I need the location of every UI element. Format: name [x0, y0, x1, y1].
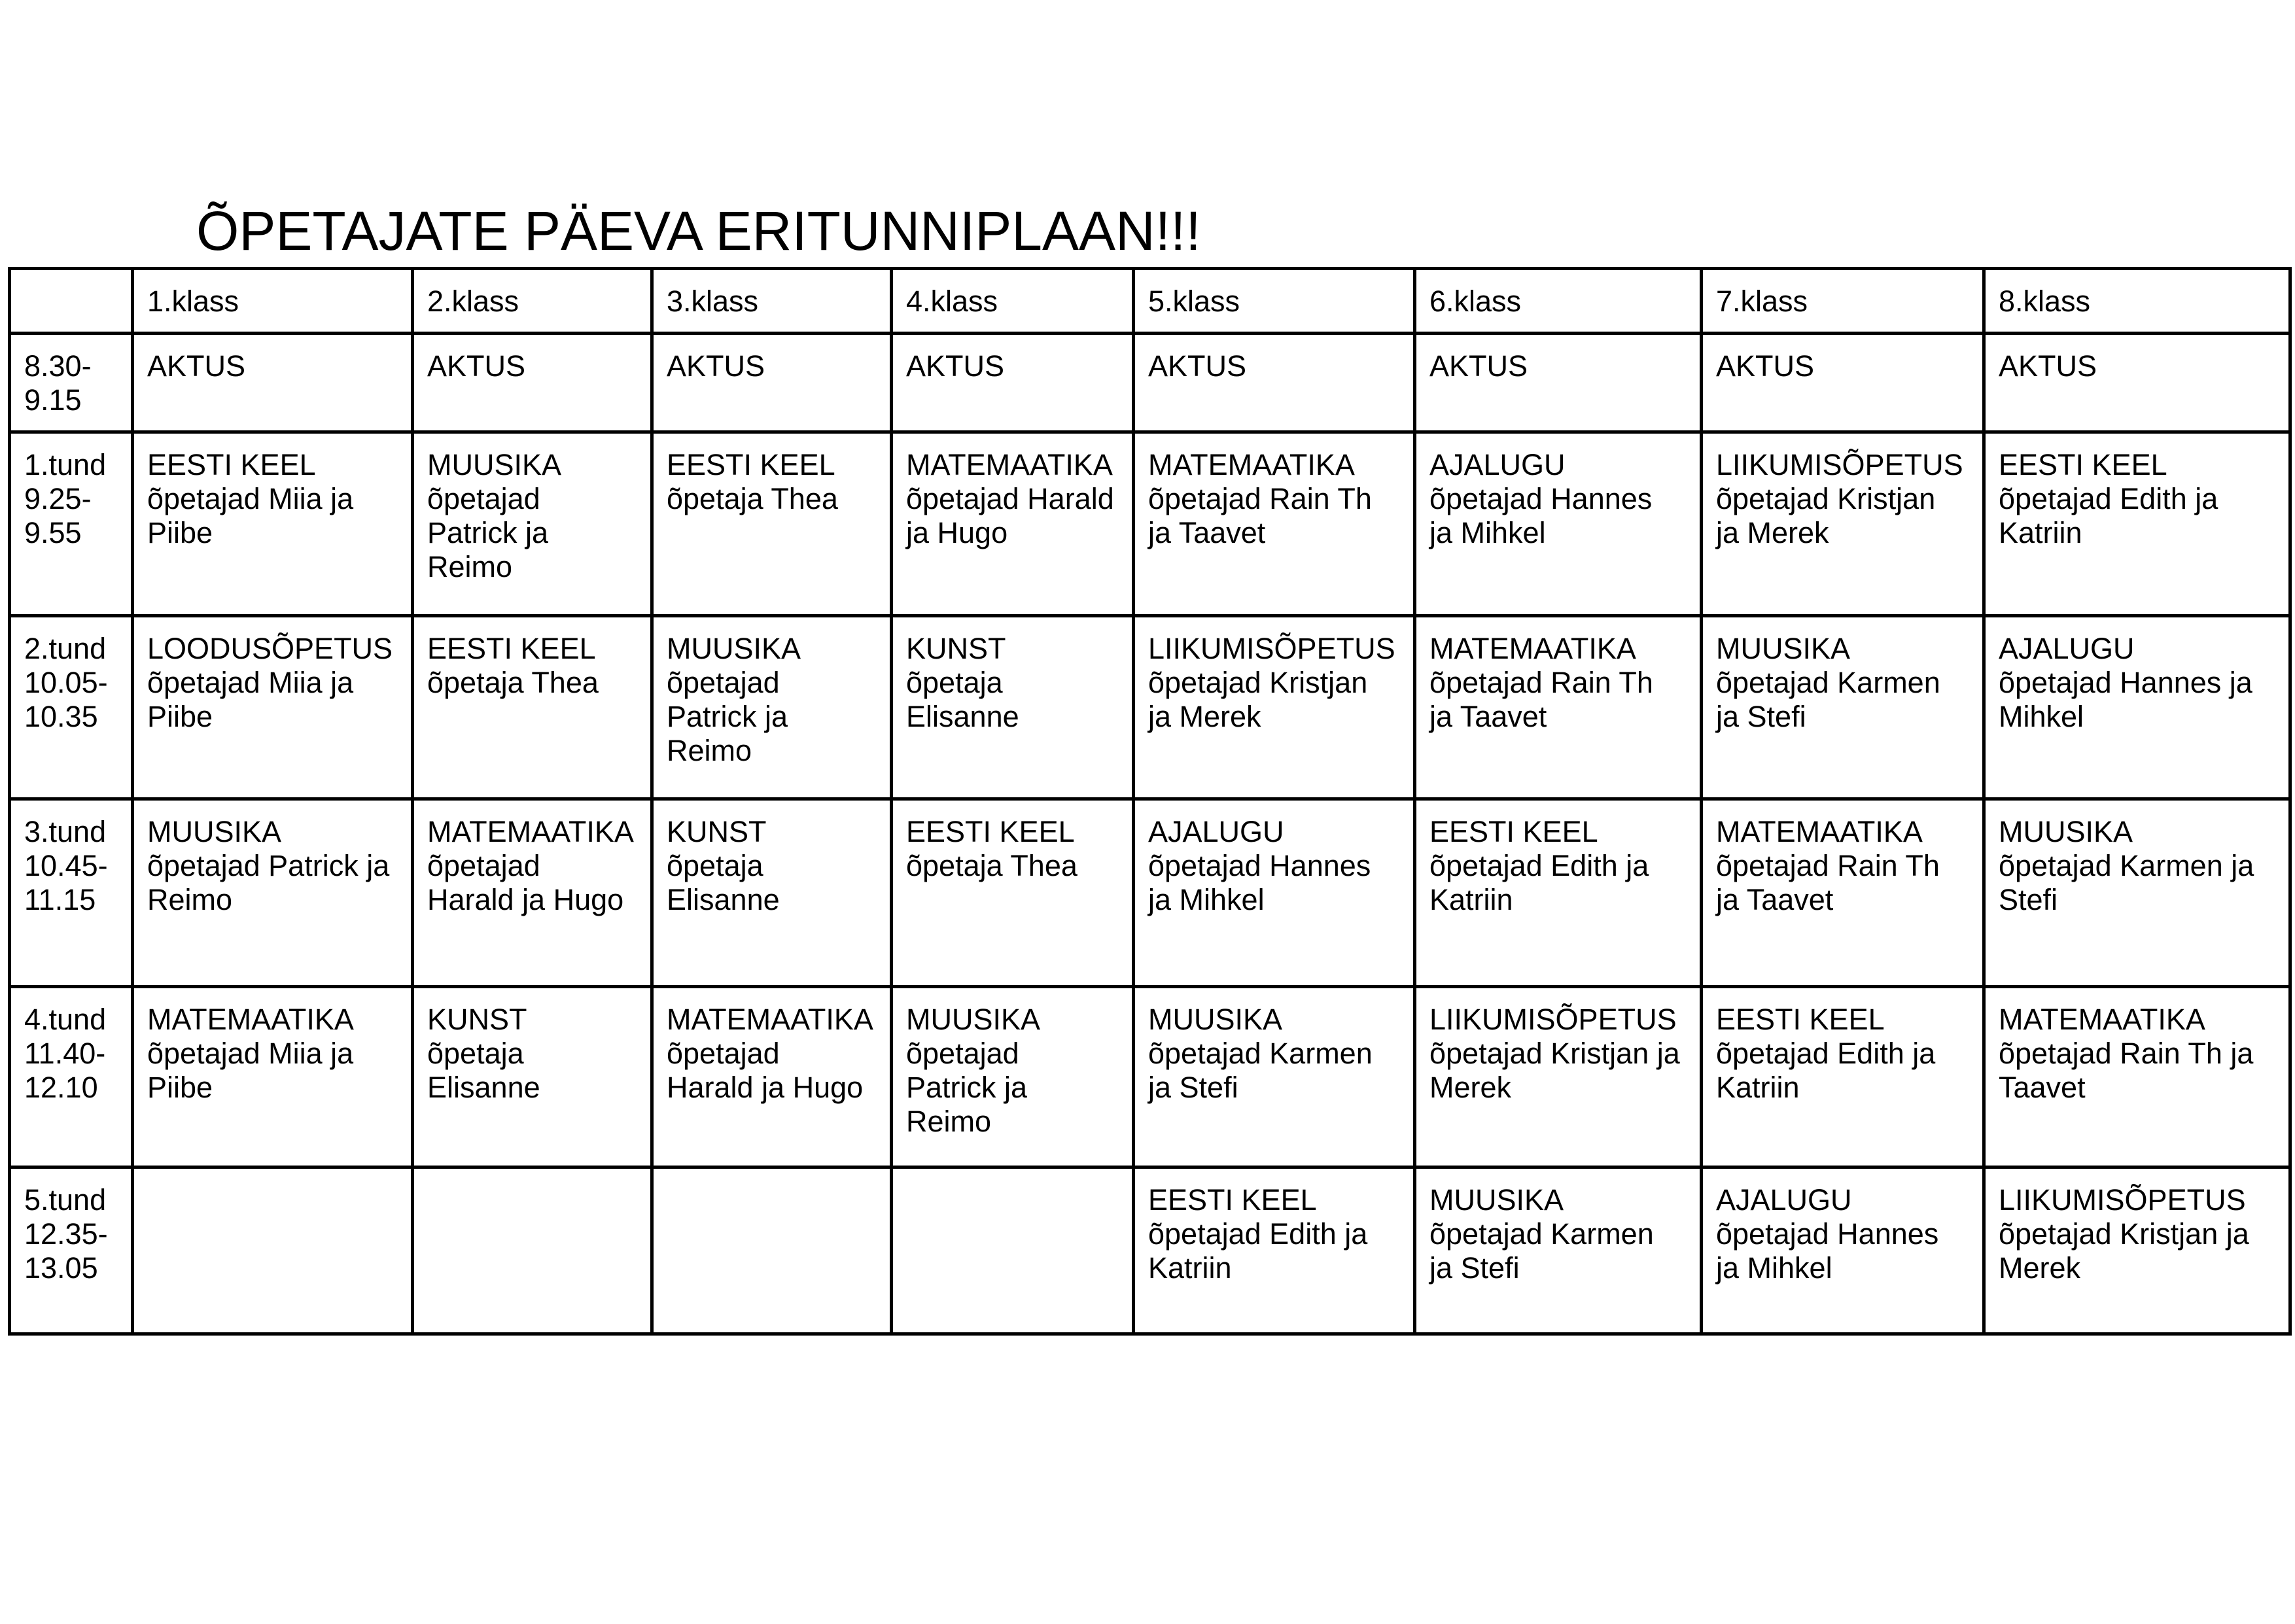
time-cell	[10, 987, 133, 1167]
lesson-subject: KUNST	[667, 815, 767, 849]
lesson-subject: MUUSIKA	[1429, 1183, 1564, 1217]
time-line: 1.tund	[24, 447, 107, 481]
lesson-teacher-line: Elisanne	[427, 1071, 540, 1105]
lesson-cell	[1984, 987, 2290, 1167]
lesson-teacher-line: Harald ja Hugo	[667, 1071, 864, 1105]
time-line: 2.tund	[24, 631, 107, 665]
lesson-cell	[1702, 615, 1984, 799]
lesson-teacher-line: õpetaja Thea	[667, 481, 838, 515]
time-cell	[10, 615, 133, 799]
header-cell-class-1: 1.klass	[133, 269, 413, 334]
lesson-teacher-line: õpetajad Miia ja	[147, 481, 354, 515]
lesson-cell	[413, 432, 652, 615]
lesson-cell	[1984, 615, 2290, 799]
lesson-subject: EESTI KEEL	[1429, 815, 1598, 849]
lesson-cell	[1415, 987, 1702, 1167]
header-cell-class-6: 6.klass	[1415, 269, 1702, 334]
lesson-subject: MATEMAATIKA	[1999, 1003, 2205, 1037]
time-line: 12.10	[24, 1071, 98, 1105]
lesson-subject: AJALUGU	[1429, 447, 1566, 481]
lesson-subject: MUUSIKA	[906, 1003, 1041, 1037]
lesson-subject: LIIKUMISÕPETUS	[1999, 1183, 2246, 1217]
lesson-subject: LIIKUMISÕPETUS	[1716, 447, 1963, 481]
time-line: 11.15	[24, 883, 96, 917]
time-line: 10.45-	[24, 849, 108, 883]
lesson-cell	[1984, 1167, 2290, 1334]
lesson-subject: AKTUS	[1716, 349, 1815, 383]
lesson-teacher-line: Katriin	[1716, 1071, 1800, 1105]
time-cell	[10, 1167, 133, 1334]
lesson-teacher-line: õpetajad Kristjan	[1716, 481, 1936, 515]
header-cell-class-5: 5.klass	[1134, 269, 1415, 334]
lesson-subject: AJALUGU	[1716, 1183, 1852, 1217]
schedule-row	[10, 987, 2290, 1167]
lesson-subject: MUUSIKA	[667, 631, 801, 665]
lesson-teacher-line: õpetajad Rain Th	[1148, 481, 1372, 515]
lesson-subject: EESTI KEEL	[906, 815, 1075, 849]
lesson-cell	[413, 615, 652, 799]
time-line: 13.05	[24, 1251, 98, 1285]
lesson-teacher-line: Mihkel	[1999, 699, 2084, 733]
lesson-cell	[133, 432, 413, 615]
lesson-subject: MUUSIKA	[1716, 631, 1851, 665]
lesson-teacher-line: õpetajad Rain Th	[1429, 665, 1653, 699]
schedule-table	[8, 267, 2292, 1336]
lesson-teacher-line: õpetajad Kristjan	[1148, 665, 1368, 699]
lesson-cell	[1415, 615, 1702, 799]
lesson-cell	[1134, 799, 1415, 987]
lesson-subject: LOODUSÕPETUS	[147, 631, 393, 665]
lesson-teacher-line: ja Mihkel	[1429, 515, 1546, 549]
lesson-teacher-line: Elisanne	[906, 699, 1019, 733]
lesson-cell	[1702, 432, 1984, 615]
time-line: 9.55	[24, 515, 82, 549]
schedule-row	[10, 615, 2290, 799]
lesson-teacher-line: Piibe	[147, 1071, 213, 1105]
lesson-subject: AKTUS	[1148, 349, 1247, 383]
lesson-cell	[1134, 615, 1415, 799]
lesson-teacher-line: õpetajad	[667, 1037, 780, 1071]
lesson-cell	[1415, 334, 1702, 432]
lesson-cell	[1134, 987, 1415, 1167]
lesson-cell	[133, 1167, 413, 1334]
lesson-cell	[1984, 799, 2290, 987]
lesson-teacher-line: õpetajad	[427, 849, 540, 883]
lesson-teacher-line: ja Hugo	[906, 515, 1008, 549]
header-cell-class-4: 4.klass	[892, 269, 1134, 334]
lesson-teacher-line: Patrick ja	[667, 699, 788, 733]
lesson-subject: EESTI KEEL	[427, 631, 596, 665]
lesson-teacher-line: Katriin	[1429, 883, 1513, 917]
lesson-teacher-line: õpetajad Karmen	[1716, 665, 1940, 699]
time-line: 10.35	[24, 699, 98, 733]
lesson-teacher-line: Patrick ja	[427, 515, 549, 549]
lesson-cell	[413, 987, 652, 1167]
lesson-subject: MUUSIKA	[427, 447, 562, 481]
time-cell	[10, 432, 133, 615]
lesson-cell	[652, 432, 892, 615]
lesson-cell	[1702, 799, 1984, 987]
lesson-subject: AKTUS	[147, 349, 246, 383]
lesson-cell	[133, 615, 413, 799]
lesson-teacher-line: Patrick ja	[906, 1071, 1028, 1105]
schedule-row	[10, 1167, 2290, 1334]
schedule-body	[10, 269, 2290, 1334]
lesson-teacher-line: ja Stefi	[1148, 1071, 1238, 1105]
time-line: 5.tund	[24, 1183, 107, 1217]
lesson-teacher-line: õpetajad Karmen	[1148, 1037, 1373, 1071]
lesson-cell	[652, 334, 892, 432]
lesson-teacher-line: õpetajad	[667, 665, 780, 699]
lesson-teacher-line: õpetaja	[427, 1037, 524, 1071]
lesson-teacher-line: Merek	[1999, 1251, 2081, 1285]
lesson-cell	[892, 432, 1134, 615]
lesson-teacher-line: õpetaja	[906, 665, 1003, 699]
schedule-row	[10, 799, 2290, 987]
lesson-teacher-line: Stefi	[1999, 883, 2058, 917]
lesson-teacher-line: õpetajad Edith ja	[1148, 1217, 1368, 1251]
lesson-subject: AKTUS	[427, 349, 526, 383]
schedule-row	[10, 432, 2290, 615]
lesson-subject: KUNST	[427, 1003, 527, 1037]
header-cell-class-8: 8.klass	[1984, 269, 2290, 334]
lesson-subject: AKTUS	[906, 349, 1005, 383]
lesson-teacher-line: õpetajad Harald	[906, 481, 1114, 515]
lesson-teacher-line: Reimo	[906, 1105, 992, 1139]
lesson-teacher-line: õpetajad Hannes	[1716, 1217, 1939, 1251]
lesson-teacher-line: õpetajad Edith ja	[1429, 849, 1649, 883]
lesson-subject: EESTI KEEL	[1999, 447, 2167, 481]
lesson-teacher-line: ja Mihkel	[1716, 1251, 1832, 1285]
lesson-subject: KUNST	[906, 631, 1006, 665]
lesson-subject: EESTI KEEL	[667, 447, 835, 481]
lesson-teacher-line: õpetajad Edith ja	[1999, 481, 2218, 515]
lesson-subject: MUUSIKA	[1148, 1003, 1283, 1037]
lesson-teacher-line: Piibe	[147, 699, 213, 733]
lesson-subject: MATEMAATIKA	[1716, 815, 1923, 849]
lesson-teacher-line: õpetaja Thea	[906, 849, 1077, 883]
lesson-teacher-line: õpetajad	[906, 1037, 1019, 1071]
lesson-cell	[892, 1167, 1134, 1334]
lesson-cell	[1702, 1167, 1984, 1334]
header-cell-class-7: 7.klass	[1702, 269, 1984, 334]
time-line: 8.30-	[24, 349, 92, 383]
lesson-cell	[413, 334, 652, 432]
lesson-teacher-line: ja Taavet	[1148, 515, 1266, 549]
time-cell	[10, 799, 133, 987]
lesson-teacher-line: õpetajad Patrick ja	[147, 849, 390, 883]
lesson-teacher-line: ja Merek	[1148, 699, 1261, 733]
time-line: 10.05-	[24, 665, 108, 699]
lesson-teacher-line: Merek	[1429, 1071, 1512, 1105]
lesson-teacher-line: õpetaja	[667, 849, 763, 883]
lesson-cell	[1415, 432, 1702, 615]
lesson-teacher-line: Piibe	[147, 515, 213, 549]
lesson-teacher-line: õpetaja Thea	[427, 665, 599, 699]
lesson-subject: LIIKUMISÕPETUS	[1148, 631, 1395, 665]
time-line: 11.40-	[24, 1037, 106, 1071]
lesson-cell	[892, 334, 1134, 432]
lesson-subject: MUUSIKA	[147, 815, 282, 849]
lesson-teacher-line: ja Stefi	[1716, 699, 1806, 733]
time-line: 4.tund	[24, 1003, 107, 1037]
page-title: ÕPETAJATE PÄEVA ERITUNNIPLAAN!!!	[196, 200, 1201, 262]
lesson-subject: MATEMAATIKA	[667, 1003, 873, 1037]
lesson-teacher-line: Elisanne	[667, 883, 780, 917]
time-line: 12.35-	[24, 1217, 108, 1251]
lesson-teacher-line: ja Mihkel	[1148, 883, 1265, 917]
lesson-cell	[133, 987, 413, 1167]
lesson-teacher-line: õpetajad Kristjan ja	[1999, 1217, 2249, 1251]
header-cell-class-3: 3.klass	[652, 269, 892, 334]
lesson-teacher-line: õpetajad Kristjan ja	[1429, 1037, 1680, 1071]
lesson-teacher-line: Katriin	[1999, 515, 2082, 549]
lesson-cell	[1134, 334, 1415, 432]
time-line: 9.25-	[24, 481, 92, 515]
lesson-teacher-line: Katriin	[1148, 1251, 1232, 1285]
lesson-subject: EESTI KEEL	[1716, 1003, 1885, 1037]
time-line: 9.15	[24, 383, 82, 417]
lesson-subject: LIIKUMISÕPETUS	[1429, 1003, 1677, 1037]
header-cell-class-2: 2.klass	[413, 269, 652, 334]
lesson-teacher-line: ja Taavet	[1716, 883, 1834, 917]
lesson-cell	[413, 799, 652, 987]
lesson-teacher-line: õpetajad Hannes	[1148, 849, 1371, 883]
lesson-cell	[1415, 1167, 1702, 1334]
lesson-cell	[892, 799, 1134, 987]
lesson-teacher-line: õpetajad Hannes ja	[1999, 665, 2252, 699]
lesson-teacher-line: ja Merek	[1716, 515, 1829, 549]
lesson-subject: MATEMAATIKA	[147, 1003, 354, 1037]
lesson-cell	[1134, 432, 1415, 615]
lesson-cell	[1984, 334, 2290, 432]
schedule-row	[10, 334, 2290, 432]
lesson-cell	[1984, 432, 2290, 615]
lesson-subject: MATEMAATIKA	[427, 815, 634, 849]
lesson-teacher-line: õpetajad Miia ja	[147, 665, 354, 699]
lesson-cell	[413, 1167, 652, 1334]
lesson-cell	[1702, 987, 1984, 1167]
lesson-teacher-line: õpetajad Karmen	[1429, 1217, 1654, 1251]
lesson-teacher-line: õpetajad Hannes	[1429, 481, 1653, 515]
lesson-teacher-line: Harald ja Hugo	[427, 883, 624, 917]
lesson-cell	[133, 334, 413, 432]
lesson-cell	[892, 615, 1134, 799]
lesson-teacher-line: õpetajad Edith ja	[1716, 1037, 1936, 1071]
lesson-cell	[652, 799, 892, 987]
lesson-teacher-line: õpetajad	[427, 481, 540, 515]
lesson-teacher-line: ja Stefi	[1429, 1251, 1520, 1285]
lesson-subject: MATEMAATIKA	[1429, 631, 1636, 665]
lesson-teacher-line: Reimo	[427, 549, 513, 583]
lesson-cell	[133, 799, 413, 987]
lesson-teacher-line: õpetajad Miia ja	[147, 1037, 354, 1071]
lesson-subject: AKTUS	[667, 349, 765, 383]
lesson-subject: EESTI KEEL	[1148, 1183, 1317, 1217]
lesson-subject: EESTI KEEL	[147, 447, 316, 481]
lesson-subject: MUUSIKA	[1999, 815, 2133, 849]
lesson-subject: MATEMAATIKA	[906, 447, 1113, 481]
lesson-cell	[1415, 799, 1702, 987]
lesson-teacher-line: Taavet	[1999, 1071, 2086, 1105]
lesson-cell	[1702, 334, 1984, 432]
lesson-teacher-line: Reimo	[147, 883, 233, 917]
lesson-cell	[892, 987, 1134, 1167]
lesson-cell	[1134, 1167, 1415, 1334]
lesson-teacher-line: õpetajad Karmen ja	[1999, 849, 2254, 883]
lesson-cell	[652, 987, 892, 1167]
header-cell-corner	[10, 269, 133, 334]
lesson-subject: AKTUS	[1999, 349, 2097, 383]
lesson-teacher-line: Reimo	[667, 733, 752, 767]
lesson-subject: AKTUS	[1429, 349, 1528, 383]
header-row	[10, 269, 2290, 334]
lesson-subject: MATEMAATIKA	[1148, 447, 1355, 481]
lesson-teacher-line: õpetajad Rain Th	[1716, 849, 1940, 883]
lesson-cell	[652, 1167, 892, 1334]
lesson-subject: AJALUGU	[1999, 631, 2135, 665]
lesson-teacher-line: ja Taavet	[1429, 699, 1547, 733]
time-line: 3.tund	[24, 815, 107, 849]
lesson-subject: AJALUGU	[1148, 815, 1284, 849]
lesson-teacher-line: õpetajad Rain Th ja	[1999, 1037, 2254, 1071]
time-cell	[10, 334, 133, 432]
lesson-cell	[652, 615, 892, 799]
